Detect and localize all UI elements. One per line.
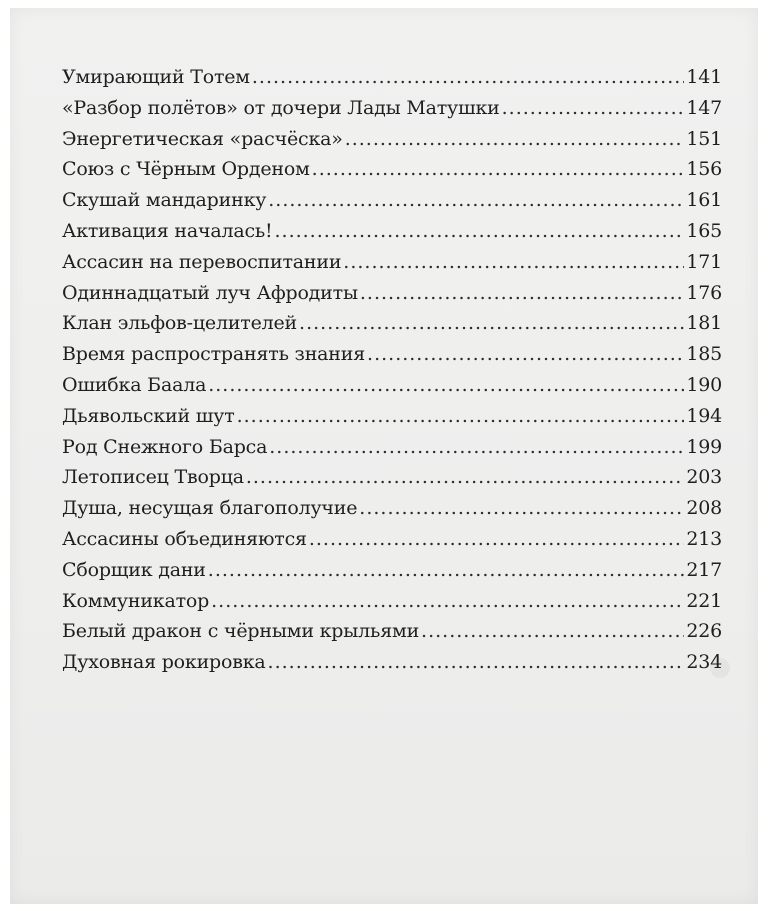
toc-leader-dots	[502, 97, 685, 119]
toc-entry-page: 213	[686, 527, 722, 550]
toc-entry	[62, 158, 722, 189]
toc-entry-page: 171	[686, 250, 722, 273]
toc-entry-page: 176	[686, 281, 722, 304]
toc-entry-title: Энергетическая «расчёска»	[62, 127, 343, 150]
toc-entry	[62, 651, 722, 682]
toc-entry-title: Время распространять знания	[62, 343, 366, 366]
toc-entry	[62, 528, 722, 559]
toc-entry-page: 203	[686, 466, 722, 489]
toc-entry-page: 217	[686, 558, 722, 581]
toc-leader-dots	[360, 282, 684, 304]
toc-leader-dots	[208, 374, 684, 396]
toc-entry	[62, 466, 722, 497]
toc-leader-dots	[299, 312, 684, 334]
toc-entry-page: 156	[686, 158, 722, 181]
toc-entry-title: Летописец Творца	[62, 466, 244, 489]
toc-entry-title: Клан эльфов-целителей	[62, 312, 298, 335]
toc-leader-dots	[268, 651, 685, 673]
toc-entry-title: «Разбор полётов» от дочери Лады Матушки	[62, 96, 500, 119]
toc-leader-dots	[246, 466, 684, 488]
toc-leader-dots	[343, 251, 684, 273]
toc-leader-dots	[309, 528, 684, 550]
toc-entry-page: 226	[686, 620, 722, 643]
book-page	[10, 8, 758, 904]
toc-entry-title: Умирающий Тотем	[62, 66, 250, 88]
toc-entry	[62, 620, 722, 651]
toc-entry-page: 221	[686, 589, 722, 612]
toc-entry	[62, 343, 722, 374]
toc-entry-title: Белый дракон с чёрными крыльями	[62, 620, 420, 643]
toc-entry	[62, 282, 722, 313]
toc-leader-dots	[211, 590, 684, 612]
toc-leader-dots	[312, 158, 685, 180]
toc-entry	[62, 405, 722, 436]
toc-entry-page: 234	[686, 651, 722, 674]
toc-entry-title: Активация началась!	[62, 219, 273, 242]
toc-leader-dots	[268, 189, 684, 211]
toc-entry	[62, 559, 722, 590]
toc-entry	[62, 251, 722, 282]
toc-entry	[62, 220, 722, 251]
toc-leader-dots	[421, 620, 684, 642]
toc-entry-title: Душа, несущая благополучие	[62, 497, 358, 520]
toc-leader-dots	[359, 497, 684, 519]
toc-entry	[62, 128, 722, 159]
toc-entry-page: 194	[686, 404, 722, 427]
toc-entry	[62, 97, 722, 128]
toc-entry-title: Род Снежного Барса	[62, 435, 268, 458]
toc-leader-dots	[252, 66, 684, 88]
toc-entry-page: 181	[686, 312, 722, 335]
toc-entry-title: Дьявольский шут	[62, 404, 235, 427]
toc-entry-page: 199	[686, 435, 722, 458]
toc-entry-title: Ассасины объединяются	[62, 527, 307, 550]
toc-entry-page: 190	[686, 373, 722, 396]
toc-entry-page: 161	[686, 189, 722, 212]
toc-entry-page: 141	[686, 66, 722, 88]
toc-entry-title: Духовная рокировка	[62, 651, 266, 674]
toc-entry-page: 165	[686, 219, 722, 242]
toc-entry-title: Сборщик дани	[62, 558, 206, 581]
toc-leader-dots	[208, 559, 685, 581]
toc-entry-title: Скушай мандаринку	[62, 189, 267, 212]
toc-entry-page: 147	[686, 96, 722, 119]
toc-entry	[62, 436, 722, 467]
toc-entry-page: 151	[686, 127, 722, 150]
toc-leader-dots	[237, 405, 685, 427]
toc-leader-dots	[367, 343, 684, 365]
toc-entry-page: 208	[686, 497, 722, 520]
toc-entry	[62, 590, 722, 621]
toc-entry	[62, 66, 722, 97]
toc-entry-title: Одиннадцатый луч Афродиты	[62, 281, 358, 304]
toc-leader-dots	[345, 128, 685, 150]
toc-entry-title: Союз с Чёрным Орденом	[62, 158, 310, 181]
toc-entry-page: 185	[686, 343, 722, 366]
toc-entry	[62, 497, 722, 528]
toc-entry-title: Коммуникатор	[62, 589, 210, 612]
toc-leader-dots	[269, 436, 684, 458]
toc-entry-title: Ассасин на перевоспитании	[62, 250, 342, 273]
table-of-contents	[62, 66, 722, 682]
toc-entry	[62, 374, 722, 405]
toc-entry-title: Ошибка Баала	[62, 373, 207, 396]
toc-entry	[62, 312, 722, 343]
toc-leader-dots	[274, 220, 684, 242]
toc-entry	[62, 189, 722, 220]
